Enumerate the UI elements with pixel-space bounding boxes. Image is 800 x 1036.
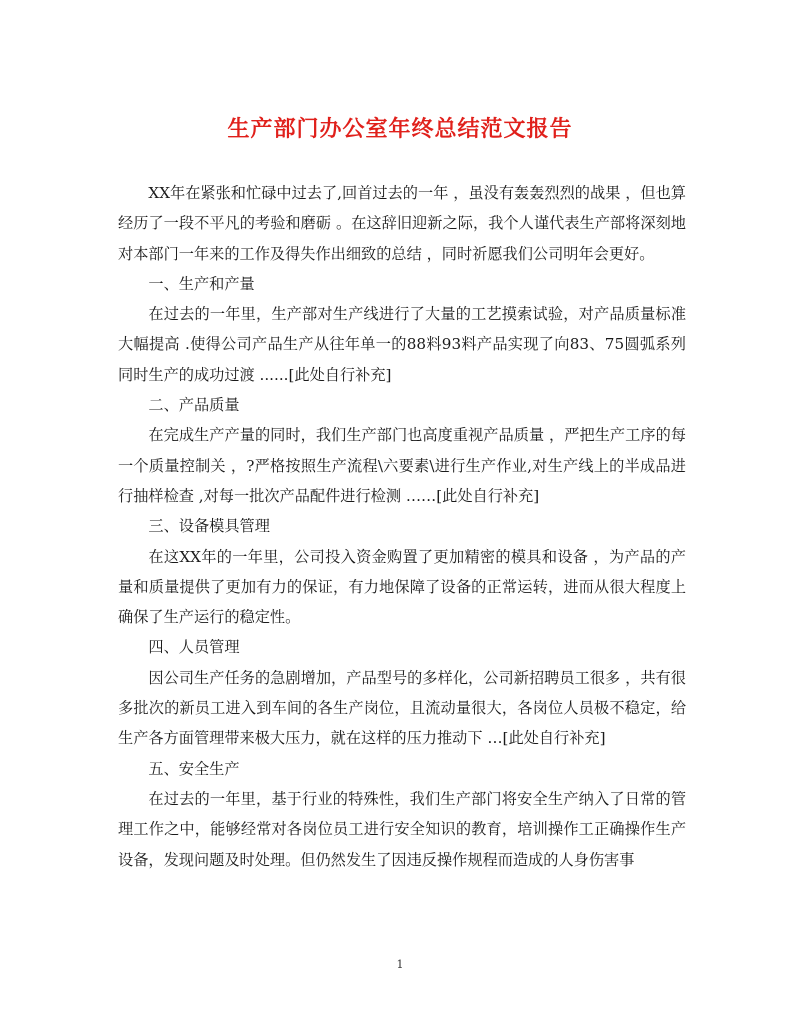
intro-paragraph: XX年在紧张和忙碌中过去了,回首过去的一年 ，虽没有轰轰烈烈的战果 ，但也算经历了一段不平凡的考验和磨砺 。在这辞旧迎新之际，我个人谨代表生产部将深刻地对本部门一年来的工作及得失作出细致的总结 ，同时祈愿我们公司明年会更好。 bbox=[118, 184, 686, 263]
section-text-production: 在过去的一年里，生产部对生产线进行了大量的工艺摸索试验，对产品质量标准大幅提高 .使得公司产品生产从往年单一的88料93料产品实现了向83、75圆弧系列同时生产的成功过渡 ......[此处自行补充] bbox=[118, 305, 686, 384]
section-heading-quality: 二、产品质量 bbox=[148, 396, 240, 415]
section-heading-production: 一、生产和产量 bbox=[148, 274, 255, 293]
document-body bbox=[118, 178, 686, 875]
page-number: 1 bbox=[396, 958, 404, 971]
document-title: 生产部门办公室年终总结范文报告 bbox=[227, 116, 573, 142]
section-heading-safety: 五、安全生产 bbox=[148, 759, 240, 778]
section-text-quality: 在完成生产产量的同时，我们生产部门也高度重视产品质量 ，严把生产工序的每一个质量控制关 ，?严格按照生产流程\六要素\进行生产作业,对生产线上的半成品进行抽样检查 ,对每一批次产品配件进行检测 ……[此处自行补充] bbox=[118, 426, 686, 505]
section-text-safety: 在过去的一年里，基于行业的特殊性，我们生产部门将安全生产纳入了日常的管理工作之中，能够经常对各岗位员工进行安全知识的教育，培训操作工正确操作生产设备，发现问题及时处理。但仍然发生了因违反操作规程而造成的人身伤害事 bbox=[118, 789, 686, 869]
section-text-equipment: 在这XX年的一年里，公司投入资金购置了更加精密的模具和设备 ，为产品的产量和质量提供了更加有力的保证，有力地保障了设备的正常运转，进而从很大程度上确保了生产运行的稳定性。 bbox=[118, 547, 686, 627]
section-text-personnel: 因公司生产任务的急剧增加，产品型号的多样化，公司新招聘员工很多 ，共有很多批次的新员工进入到车间的各生产岗位，且流动量很大，各岗位人员极不稳定，给生产各方面管理带来极大压力，就在这样的压力推动下 …[此处自行补充] bbox=[118, 668, 686, 748]
section-heading-personnel: 四、人员管理 bbox=[148, 638, 240, 657]
section-heading-equipment: 三、设备模具管理 bbox=[148, 517, 270, 536]
